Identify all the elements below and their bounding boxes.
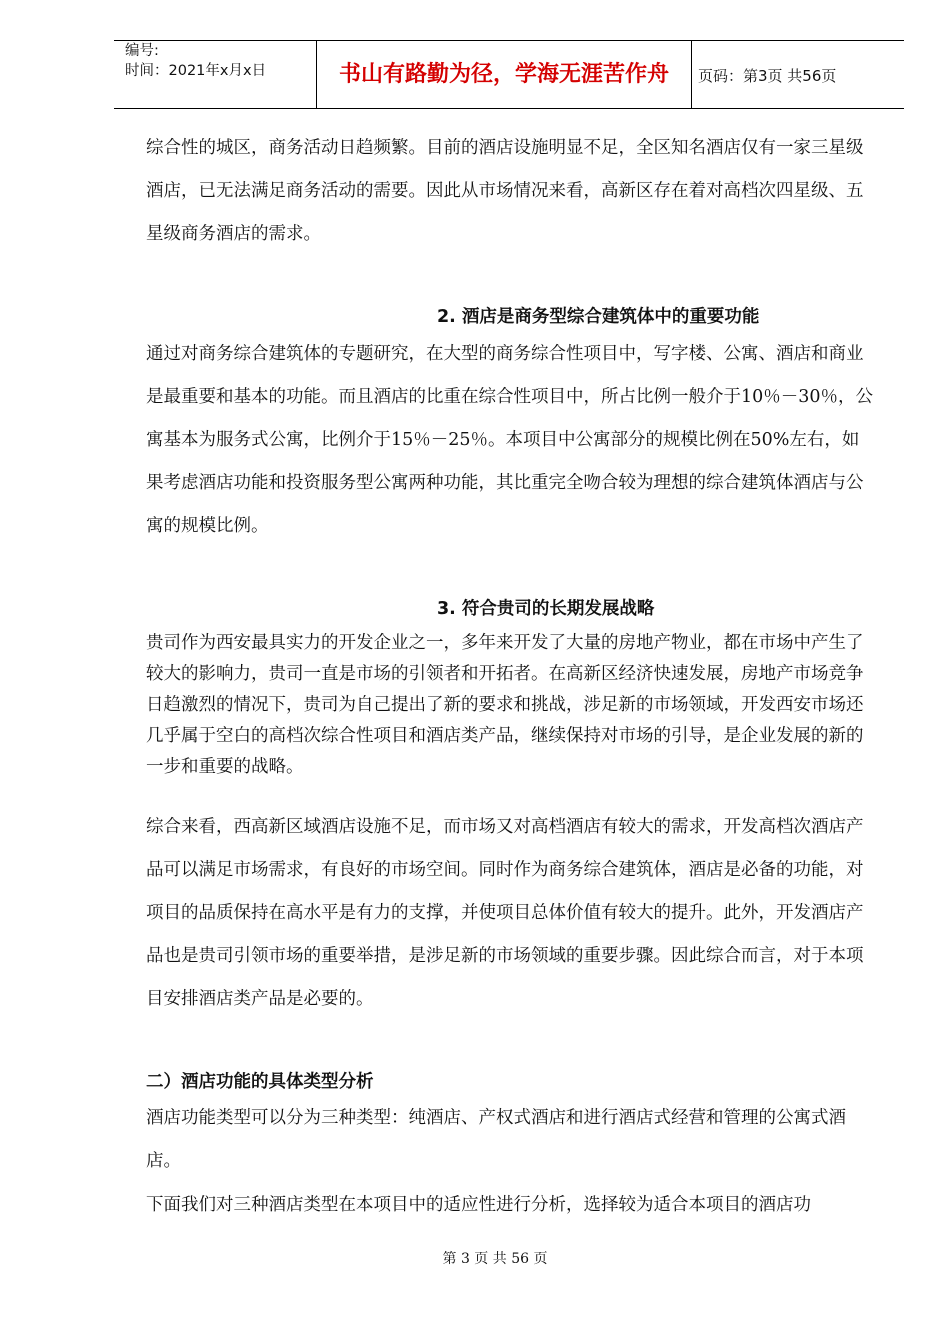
header-motto-cell [316,41,692,108]
paragraph-intro: 综合性的城区，商务活动日趋频繁。目前的酒店设施明显不足，全区知名酒店仅有一家三星级酒店，已无法满足商务活动的需要。因此从市场情况来看，高新区存在着对高档次四星级、五星级商务酒店的需求。 [146,138,864,244]
heading-item-2: 2. 酒店是商务型综合建筑体中的重要功能 [437,307,760,327]
paragraph-hotel-types: 酒店功能类型可以分为三种类型：纯酒店、产权式酒店和进行酒店式经营和管理的公寓式酒店。 [146,1108,846,1171]
paragraph-item-2: 通过对商务综合建筑体的专题研究，在大型的商务综合性项目中，写字楼、公寓、酒店和商业是最重要和基本的功能。而且酒店的比重在综合性项目中，所占比例一般介于10％－30％，公寓基本为服务式公寓，比例介于15％－25％。本项目中公寓部分的规模比例在50%左右，如果考虑酒店功能和投资服务型公寓两种功能，其比重完全吻合较为理想的综合建筑体酒店与公寓的规模比例。 [146,344,874,536]
paragraph-summary: 综合来看，西高新区域酒店设施不足，而市场又对高档酒店有较大的需求，开发高档次酒店产品可以满足市场需求，有良好的市场空间。同时作为商务综合建筑体，酒店是必备的功能，对项目的品质保持在高水平是有力的支撑，并使项目总体价值有较大的提升。此外，开发酒店产品也是贵司引领市场的重要举措，是涉足新的市场领域的重要步骤。因此综合而言，对于本项目安排酒店类产品是必要的。 [146,817,864,1009]
motto-text: 书山有路勤为径，学海无涯苦作舟 [338,62,669,87]
paragraph-next: 下面我们对三种酒店类型在本项目中的适应性进行分析，选择较为适合本项目的酒店功 [146,1195,811,1215]
serial-label: 编号: [125,43,159,59]
header-meta-cell [114,41,316,108]
header-page-info: 页码：第3页 共56页 [698,67,837,85]
document-header [114,40,904,109]
time-label: 时间：2021年x月x日 [125,63,267,79]
header-page-cell [691,41,904,108]
heading-item-3: 3. 符合贵司的长期发展战略 [437,599,655,619]
section-heading: 二）酒店功能的具体类型分析 [146,1072,374,1092]
paragraph-item-3: 贵司作为西安最具实力的开发企业之一，多年来开发了大量的房地产物业，都在市场中产生了较大的影响力，贵司一直是市场的引领者和开拓者。在高新区经济快速发展，房地产市场竞争日趋激烈的情况下，贵司为自己提出了新的要求和挑战，涉足新的市场领域，开发西安市场还几乎属于空白的高档次综合性项目和酒店类产品，继续保持对市场的引导，是企业发展的新的一步和重要的战略。 [146,633,864,777]
page-footer: 第 3 页 共 56 页 [442,1251,548,1267]
